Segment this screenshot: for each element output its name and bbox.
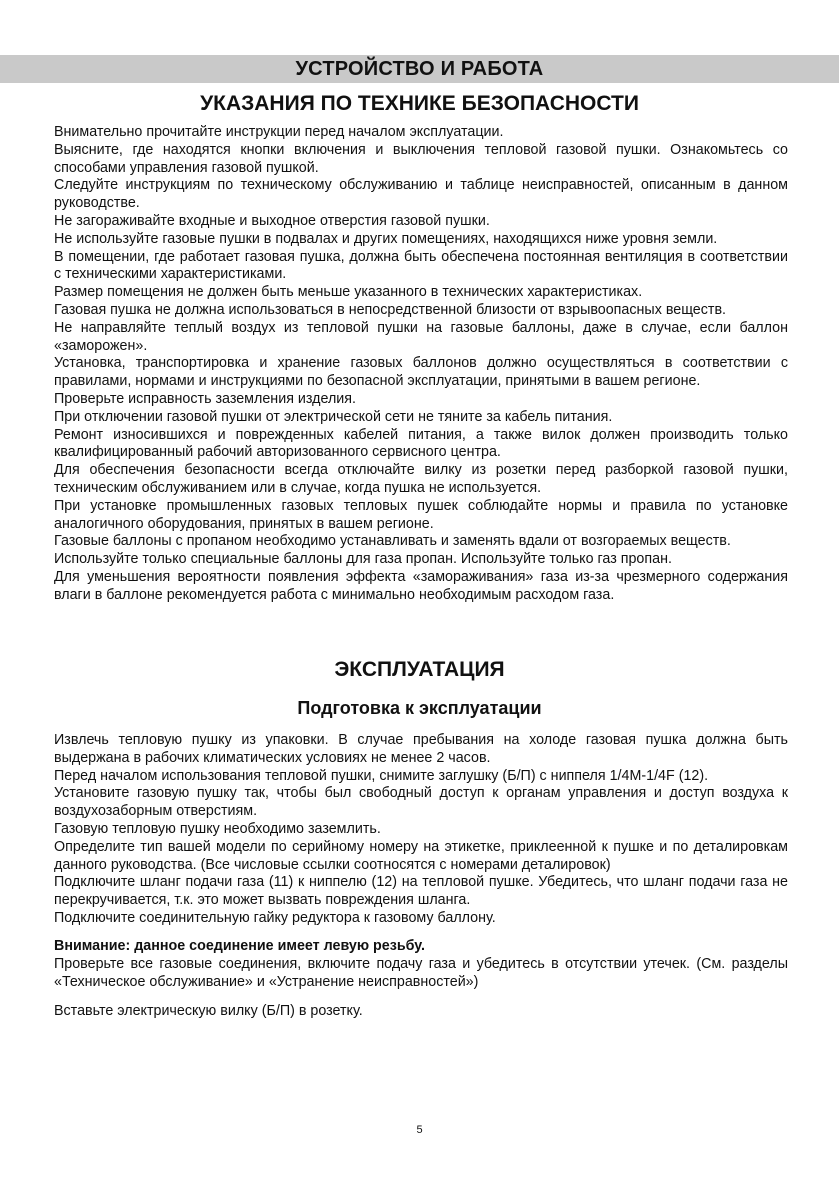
safety-paragraph: Следуйте инструкциям по техническому обслуживанию и таблице неисправностей, описанным в данном руководстве. bbox=[54, 177, 788, 212]
warning-note: Внимание: данное соединение имеет левую резьбу. bbox=[54, 938, 425, 954]
safety-instructions bbox=[54, 124, 788, 605]
safety-paragraph: Для обеспечения безопасности всегда отключайте вилку из розетки перед разборкой газовой пушки, техническим обслуживанием или в случае, когда пушка не используется. bbox=[54, 462, 788, 496]
page-number: 5 bbox=[416, 1124, 423, 1136]
operation-paragraph: Подключите шланг подачи газа (11) к ниппелю (12) на тепловой пушке. Убедитесь, что шланг подачи газа не перекручивается, т.к. это может вызвать повреждения шланга. bbox=[54, 874, 788, 909]
safety-paragraph: Используйте только специальные баллоны для газа пропан. Используйте только газ пропан. bbox=[54, 551, 672, 568]
preparation-subheading: Подготовка к эксплуатации bbox=[297, 698, 542, 718]
safety-heading: УКАЗАНИЯ ПО ТЕХНИКЕ БЕЗОПАСНОСТИ bbox=[200, 92, 639, 115]
banner-title: УСТРОЙСТВО И РАБОТА bbox=[295, 57, 544, 80]
safety-paragraph: Газовые баллоны с пропаном необходимо устанавливать и заменять вдали от возгораемых веществ. bbox=[54, 533, 731, 550]
safety-paragraph: Установка, транспортировка и хранение газовых баллонов должно осуществляться в соответствии с правилами, нормами и инструкциями по безопасной эксплуатации, принятыми в вашем регионе. bbox=[54, 355, 788, 390]
section-banner bbox=[0, 55, 839, 83]
safety-paragraph: Не направляйте теплый воздух из тепловой пушки на газовые баллоны, даже в случае, если баллон «заморожен». bbox=[54, 319, 788, 354]
safety-paragraph: Газовая пушка не должна использоваться в непосредственной близости от взрывоопасных веществ. bbox=[54, 301, 727, 318]
operation-paragraph: Подключите соединительную гайку редуктора к газовому баллону. bbox=[54, 909, 496, 926]
operation-paragraph: Определите тип вашей модели по серийному номеру на этикетке, приклеенной к пушке и по деталировкам данного руководства. (Все числовые ссылки соотносятся с номерами деталировок) bbox=[54, 838, 788, 873]
preparation-instructions bbox=[54, 732, 788, 928]
warning-section bbox=[54, 938, 788, 991]
safety-paragraph: Проверьте исправность заземления изделия. bbox=[54, 390, 356, 407]
operation-paragraph: Перед началом использования тепловой пушки, снимите заглушку (Б/П) с ниппеля 1/4M-1/4F (12). bbox=[54, 767, 709, 784]
operation-paragraph: Установите газовую пушку так, чтобы был свободный доступ к органам управления и доступ воздуха к воздухозаборным отверстиям. bbox=[54, 785, 788, 820]
operation-paragraph: Газовую тепловую пушку необходимо заземлить. bbox=[54, 820, 381, 837]
safety-paragraph: Ремонт износившихся и поврежденных кабелей питания, а также вилок должен производить только квалифицированный рабочий авторизованного сервисного центра. bbox=[54, 426, 788, 461]
warning-paragraph: Проверьте все газовые соединения, включите подачу газа и убедитесь в отсутствии утечек. (См. разделы «Техническое обслуживание» и «Устранение неисправностей») bbox=[54, 955, 788, 990]
safety-paragraph: Выясните, где находятся кнопки включения и выключения тепловой газовой пушки. Ознакомьтесь со способами управления газовой пушкой. bbox=[54, 141, 788, 176]
safety-paragraph: Внимательно прочитайте инструкции перед началом эксплуатации. bbox=[54, 124, 504, 140]
safety-paragraph: Размер помещения не должен быть меньше указанного в технических характеристиках. bbox=[54, 284, 643, 301]
safety-paragraph: Для уменьшения вероятности появления эффекта «замораживания» газа из-за чрезмерного содержания влаги в баллоне рекомендуется работа с минимально необходимым расходом газа. bbox=[54, 568, 788, 603]
final-instruction bbox=[54, 1003, 788, 1021]
safety-paragraph: В помещении, где работает газовая пушка, должна быть обеспечена постоянная вентиляция в соответствии с техническими характеристиками. bbox=[54, 248, 788, 283]
operation-heading: ЭКСПЛУАТАЦИЯ bbox=[334, 658, 505, 681]
final-paragraph: Вставьте электрическую вилку (Б/П) в розетку. bbox=[54, 1003, 363, 1019]
safety-paragraph: Не загораживайте входные и выходное отверстия газовой пушки. bbox=[54, 212, 490, 229]
operation-paragraph: Извлечь тепловую пушку из упаковки. В случае пребывания на холоде газовая пушка должна быть выдержана в рабочих климатических условиях не менее 2 часов. bbox=[54, 732, 788, 766]
safety-paragraph: При отключении газовой пушки от электрической сети не тяните за кабель питания. bbox=[54, 408, 613, 425]
safety-paragraph: Не используйте газовые пушки в подвалах и других помещениях, находящихся ниже уровня земли. bbox=[54, 230, 718, 247]
safety-paragraph: При установке промышленных газовых тепловых пушек соблюдайте нормы и правила по установке аналогичного оборудования, принятых в вашем регионе. bbox=[54, 497, 788, 532]
